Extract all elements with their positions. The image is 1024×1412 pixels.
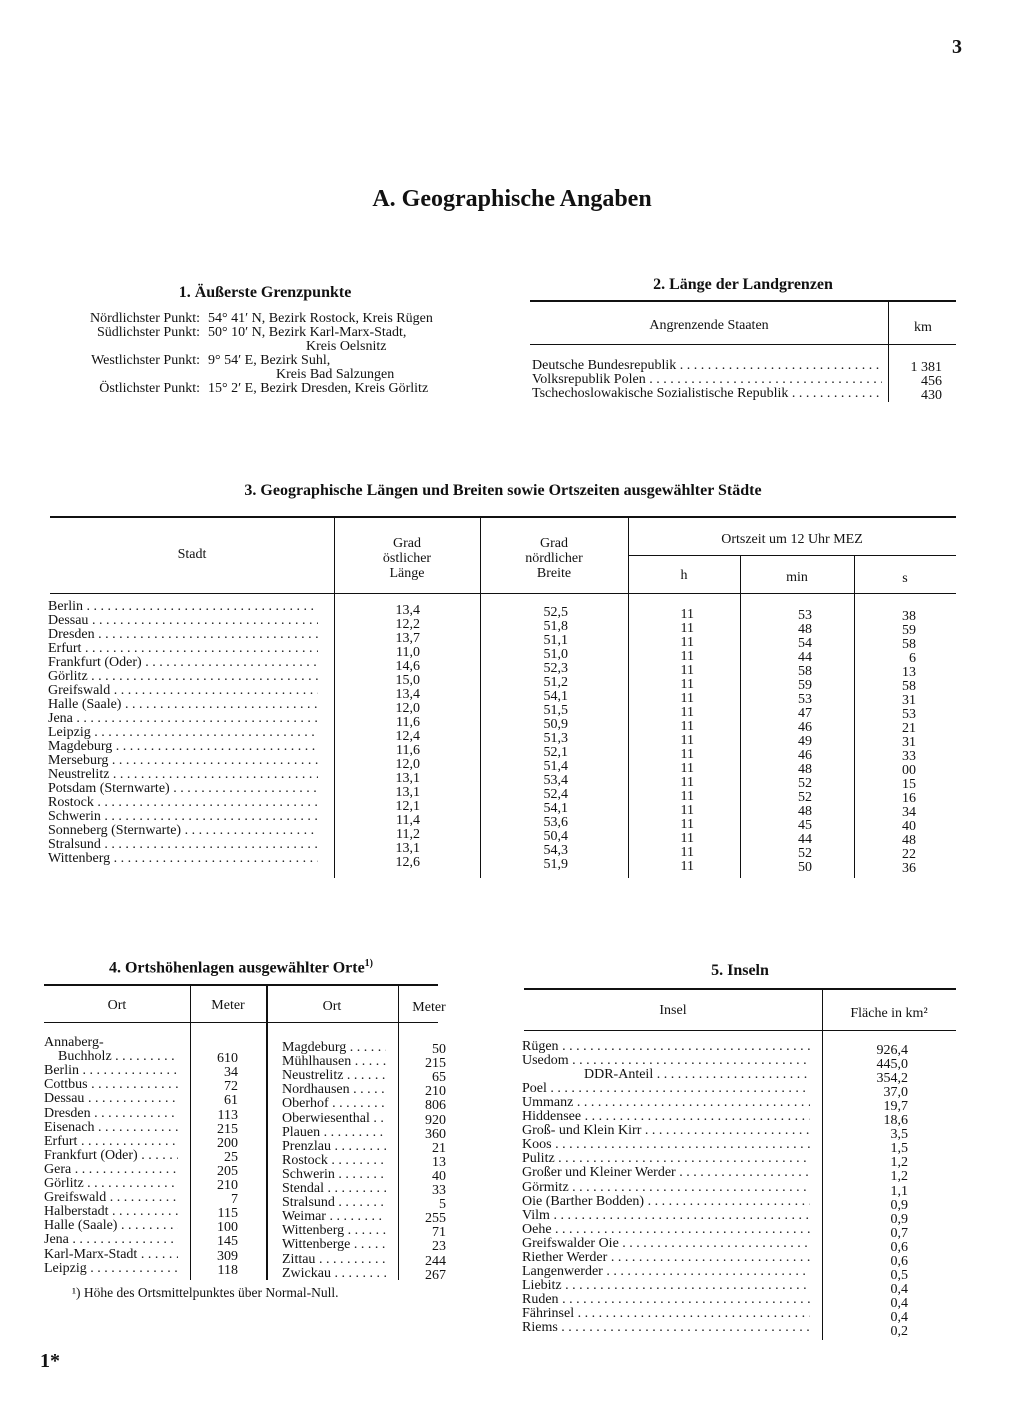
s5-island: Poel . . . bbox=[522, 1082, 810, 1096]
table-3-header-rule bbox=[50, 593, 956, 594]
table-2-top-rule bbox=[530, 300, 956, 302]
s3-lat: 54,1 bbox=[543, 801, 568, 816]
s4-place-left: Görlitz . . . bbox=[44, 1177, 178, 1191]
s3-lon: 11,2 bbox=[396, 827, 420, 842]
s5-island: Großer und Kleiner Werder . . . bbox=[522, 1166, 810, 1180]
s4-meter-left: 145 bbox=[217, 1234, 238, 1249]
s5-island: Liebitz . . . bbox=[522, 1279, 810, 1293]
s3-h: 11 bbox=[680, 831, 694, 846]
s3-s: 31 bbox=[902, 693, 916, 708]
s3-lon: 15,0 bbox=[395, 673, 420, 688]
s4-meter-right: 33 bbox=[432, 1183, 446, 1198]
s5-island: Vilm . . . bbox=[522, 1209, 810, 1223]
s4-place-right: Mühlhausen . . . bbox=[282, 1055, 386, 1069]
s5-area: 18,6 bbox=[883, 1113, 908, 1128]
s4-meter-right: 40 bbox=[432, 1169, 446, 1184]
s3-min: 59 bbox=[798, 678, 812, 693]
s4-meter-right: 21 bbox=[432, 1141, 446, 1156]
s3-s: 31 bbox=[902, 735, 916, 750]
s3-min: 58 bbox=[798, 664, 812, 679]
s2-state-name: Volksrepublik Polen . . . bbox=[532, 373, 882, 387]
s3-h: 11 bbox=[680, 649, 694, 664]
s3-lon: 13,1 bbox=[395, 771, 420, 786]
s4-place-right: Prenzlau . . . bbox=[282, 1140, 386, 1154]
s3-city: Dresden . . . bbox=[48, 628, 318, 642]
sheet-signature: 1* bbox=[40, 1350, 60, 1372]
s3-city: Greifswald . . . bbox=[48, 684, 318, 698]
s3-lat: 51,2 bbox=[543, 675, 568, 690]
table-4-top-rule bbox=[44, 984, 438, 986]
s4-meter-right: 13 bbox=[432, 1155, 446, 1170]
table-4-col-rule-1 bbox=[190, 986, 191, 1280]
s3-lon: 12,2 bbox=[395, 617, 420, 632]
s3-s: 33 bbox=[902, 749, 916, 764]
s1-point-label: Westlichster Punkt: bbox=[91, 353, 200, 368]
s5-area: 0,6 bbox=[890, 1254, 908, 1269]
s5-island: Oie (Barther Bodden) . . . bbox=[522, 1195, 810, 1209]
s5-area: 0,4 bbox=[890, 1282, 908, 1297]
page-title: A. Geographische Angaben bbox=[372, 186, 652, 212]
section-1-title: 1. Äußerste Grenzpunkte bbox=[178, 284, 352, 301]
s5-island: Groß- und Klein Kirr . . . bbox=[522, 1124, 810, 1138]
s3-s: 34 bbox=[902, 805, 916, 820]
s3-city: Schwerin . . . bbox=[48, 810, 318, 824]
s4-place-left: Halle (Saale) . . . bbox=[44, 1219, 178, 1233]
section-3-title: 3. Geographische Längen und Breiten sowie Ortszeiten ausgewählter Städte bbox=[244, 482, 762, 499]
s3-h: 11 bbox=[680, 705, 694, 720]
s5-island: Pulitz . . . bbox=[522, 1152, 810, 1166]
s4-place-right: Stendal . . . bbox=[282, 1182, 386, 1196]
s4-meter-right: 23 bbox=[432, 1239, 446, 1254]
s5-area: 0,4 bbox=[890, 1310, 908, 1325]
s4-place-left: Erfurt . . . bbox=[44, 1135, 178, 1149]
table-3-col-rule-1 bbox=[334, 518, 335, 878]
s2-km-value: 430 bbox=[921, 388, 942, 403]
s3-city: Magdeburg . . . bbox=[48, 740, 318, 754]
s3-h: 11 bbox=[680, 775, 694, 790]
s4-place-left: Leipzig . . . bbox=[44, 1262, 178, 1276]
table-5-header-rule bbox=[524, 1030, 956, 1031]
table-2-col-rule bbox=[888, 302, 889, 402]
s5-area: 354,2 bbox=[876, 1071, 908, 1086]
table-4-header-ort-1: Ort bbox=[107, 998, 127, 1013]
s3-h: 11 bbox=[680, 761, 694, 776]
s4-place-left: Halberstadt . . . bbox=[44, 1205, 178, 1219]
s4-meter-left: 115 bbox=[217, 1206, 238, 1221]
s3-city: Görlitz . . . bbox=[48, 670, 318, 684]
s3-h: 11 bbox=[680, 691, 694, 706]
table-3-time-rule bbox=[628, 555, 956, 556]
table-5-header-area: Fläche in km² bbox=[850, 1006, 928, 1021]
s5-island: Rügen . . . bbox=[522, 1040, 810, 1054]
s3-lat: 51,8 bbox=[543, 619, 568, 634]
s1-point-value-cont: Kreis Bad Salzungen bbox=[276, 367, 395, 382]
s3-lat: 53,6 bbox=[543, 815, 568, 830]
s3-h: 11 bbox=[680, 677, 694, 692]
s5-area: 37,0 bbox=[883, 1085, 908, 1100]
s4-place-left: Frankfurt (Oder) . . . bbox=[44, 1149, 178, 1163]
s5-island: Langenwerder . . . bbox=[522, 1265, 810, 1279]
s4-place-right: Oberwiesenthal . . . bbox=[282, 1112, 386, 1126]
s5-area: 1,2 bbox=[890, 1155, 908, 1170]
s4-place-left: Eisenach . . . bbox=[44, 1121, 178, 1135]
s5-area: 0,2 bbox=[890, 1324, 908, 1339]
s3-h: 11 bbox=[680, 733, 694, 748]
s5-area: 3,5 bbox=[890, 1127, 908, 1142]
s3-h: 11 bbox=[680, 635, 694, 650]
s3-h: 11 bbox=[680, 719, 694, 734]
s4-place-right: Schwerin . . . bbox=[282, 1168, 386, 1182]
table-4-header-ort-2: Ort bbox=[322, 999, 342, 1014]
s4-place-right: Nordhausen . . . bbox=[282, 1083, 386, 1097]
s3-min: 46 bbox=[798, 720, 812, 735]
s3-lat: 52,4 bbox=[543, 787, 568, 802]
s4-meter-left: 25 bbox=[224, 1150, 238, 1165]
s3-min: 48 bbox=[798, 622, 812, 637]
s3-city: Wittenberg . . . bbox=[48, 852, 318, 866]
table-3-header-s: s bbox=[902, 571, 908, 586]
s3-h: 11 bbox=[680, 607, 694, 622]
table-5-top-rule bbox=[524, 988, 956, 990]
s3-lon: 11,6 bbox=[396, 715, 420, 730]
s4-meter-right: 71 bbox=[432, 1225, 446, 1240]
s4-meter-left: 210 bbox=[217, 1178, 238, 1193]
s3-h: 11 bbox=[680, 663, 694, 678]
s2-state-name: Deutsche Bundesrepublik . . . bbox=[532, 359, 882, 373]
s5-island: Greifswalder Oie . . . bbox=[522, 1237, 810, 1251]
table-3-header-time: Ortszeit um 12 Uhr MEZ bbox=[721, 532, 863, 547]
s3-city: Dessau . . . bbox=[48, 614, 318, 628]
s3-lon: 11,0 bbox=[396, 645, 420, 660]
s3-lat: 53,4 bbox=[543, 773, 568, 788]
s3-s: 16 bbox=[902, 791, 916, 806]
table-3-col-rule-2 bbox=[480, 518, 481, 878]
s3-city: Berlin . . . bbox=[48, 600, 318, 614]
s1-point-value: 54° 41′ N, Bezirk Rostock, Kreis Rügen bbox=[208, 311, 433, 326]
s1-point-value-cont: Kreis Oelsnitz bbox=[306, 339, 387, 354]
s4-place-left: Greifswald . . . bbox=[44, 1191, 178, 1205]
table-3-header-min: min bbox=[786, 570, 808, 585]
table-3-col-rule-5 bbox=[854, 556, 855, 878]
s2-km-value: 1 381 bbox=[910, 360, 942, 375]
s3-h: 11 bbox=[680, 803, 694, 818]
s4-place-left: Cottbus . . . bbox=[44, 1078, 178, 1092]
s4-meter-right: 920 bbox=[425, 1113, 446, 1128]
s4-place-right: Zittau . . . bbox=[282, 1253, 386, 1267]
s4-meter-left: 61 bbox=[224, 1093, 238, 1108]
s4-meter-left: 100 bbox=[217, 1220, 238, 1235]
s4-place-right: Magdeburg . . . bbox=[282, 1041, 386, 1055]
s3-h: 11 bbox=[680, 789, 694, 804]
s4-place-left: Jena . . . bbox=[44, 1233, 178, 1247]
s4-place-right: Wittenberg . . . bbox=[282, 1224, 386, 1238]
s3-s: 22 bbox=[902, 847, 916, 862]
s3-s: 58 bbox=[902, 679, 916, 694]
s3-min: 54 bbox=[798, 636, 812, 651]
s4-place-left: Dresden . . . bbox=[44, 1107, 178, 1121]
s4-meter-left: 113 bbox=[217, 1108, 238, 1123]
s5-area: 0,9 bbox=[890, 1198, 908, 1213]
s3-lon: 12,0 bbox=[395, 701, 420, 716]
table-2-header-km: km bbox=[914, 320, 932, 335]
s4-place-right: Rostock . . . bbox=[282, 1154, 386, 1168]
s3-min: 53 bbox=[798, 608, 812, 623]
s3-s: 36 bbox=[902, 861, 916, 876]
table-4-header-meter-2: Meter bbox=[412, 1000, 446, 1015]
table-2-header-rule bbox=[530, 344, 956, 345]
s4-meter-right: 65 bbox=[432, 1070, 446, 1085]
page-number: 3 bbox=[952, 36, 962, 58]
s4-meter-left: 34 bbox=[224, 1065, 238, 1080]
s5-island: Riether Werder . . . bbox=[522, 1251, 810, 1265]
s3-s: 53 bbox=[902, 707, 916, 722]
s3-min: 50 bbox=[798, 860, 812, 875]
s3-min: 53 bbox=[798, 692, 812, 707]
s3-s: 58 bbox=[902, 637, 916, 652]
s3-s: 15 bbox=[902, 777, 916, 792]
s3-min: 52 bbox=[798, 776, 812, 791]
table-3-header-h: h bbox=[680, 568, 688, 583]
s1-point-value: 9° 54′ E, Bezirk Suhl, bbox=[208, 353, 331, 368]
table-4-header-meter-1: Meter bbox=[211, 998, 245, 1013]
s3-min: 45 bbox=[798, 818, 812, 833]
s5-area: 445,0 bbox=[876, 1057, 908, 1072]
table-4-footnote: ¹) Höhe des Ortsmittelpunktes über Normal-Null. bbox=[72, 1285, 339, 1300]
s3-lon: 12,1 bbox=[395, 799, 420, 814]
s3-lat: 54,3 bbox=[543, 843, 568, 858]
s3-lat: 51,3 bbox=[543, 731, 568, 746]
s3-lat: 52,1 bbox=[543, 745, 568, 760]
s3-s: 48 bbox=[902, 833, 916, 848]
s3-city: Rostock . . . bbox=[48, 796, 318, 810]
s4-meter-right: 806 bbox=[425, 1098, 446, 1113]
s3-lon: 12,4 bbox=[395, 729, 420, 744]
s3-lat: 52,5 bbox=[543, 605, 568, 620]
s3-lon: 12,6 bbox=[395, 855, 420, 870]
s3-s: 21 bbox=[902, 721, 916, 736]
s3-lon: 12,0 bbox=[395, 757, 420, 772]
s5-area: 0,7 bbox=[890, 1226, 908, 1241]
s4-meter-right: 360 bbox=[425, 1127, 446, 1142]
s3-h: 11 bbox=[680, 817, 694, 832]
s4-meter-right: 5 bbox=[439, 1197, 446, 1212]
s3-lat: 51,5 bbox=[543, 703, 568, 718]
s4-place-right: Oberhof . . . bbox=[282, 1097, 386, 1111]
s3-lon: 11,6 bbox=[396, 743, 420, 758]
s5-area: 0,6 bbox=[890, 1240, 908, 1255]
s3-min: 47 bbox=[798, 706, 812, 721]
s3-lat: 51,9 bbox=[543, 857, 568, 872]
s3-min: 44 bbox=[798, 650, 812, 665]
s2-state-name: Tschechoslowakische Sozialistische Republik . . . bbox=[532, 387, 882, 401]
table-4-col-rule-3 bbox=[398, 986, 399, 1280]
s4-meter-left: 118 bbox=[217, 1263, 238, 1278]
s4-place-left: Dessau . . . bbox=[44, 1092, 178, 1106]
s3-lat: 50,9 bbox=[543, 717, 568, 732]
s4-place-right: Wittenberge . . . bbox=[282, 1238, 386, 1252]
s4-meter-right: 210 bbox=[425, 1084, 446, 1099]
s4-meter-right: 50 bbox=[432, 1042, 446, 1057]
s4-meter-left: 72 bbox=[224, 1079, 238, 1094]
s3-h: 11 bbox=[680, 621, 694, 636]
s3-s: 40 bbox=[902, 819, 916, 834]
table-3-header-lon: Grad östlicher Länge bbox=[382, 536, 432, 581]
s3-lon: 11,4 bbox=[396, 813, 420, 828]
s5-island: Riems . . . bbox=[522, 1321, 810, 1335]
s5-island: Ruden . . . bbox=[522, 1293, 810, 1307]
s5-area: 0,9 bbox=[890, 1212, 908, 1227]
s4-place-left: Annaberg- bbox=[44, 1035, 104, 1050]
s3-min: 49 bbox=[798, 734, 812, 749]
s3-min: 52 bbox=[798, 846, 812, 861]
s5-area: 1,1 bbox=[890, 1184, 908, 1199]
s3-lat: 51,1 bbox=[543, 633, 568, 648]
s3-city: Stralsund . . . bbox=[48, 838, 318, 852]
s4-meter-left: 309 bbox=[217, 1249, 238, 1264]
s4-place-right: Stralsund . . . bbox=[282, 1196, 386, 1210]
s3-min: 44 bbox=[798, 832, 812, 847]
s3-s: 13 bbox=[902, 665, 916, 680]
s3-lat: 52,3 bbox=[543, 661, 568, 676]
table-5-col-rule bbox=[822, 990, 823, 1340]
s4-meter-right: 244 bbox=[425, 1254, 446, 1269]
s3-lon: 13,1 bbox=[395, 785, 420, 800]
s3-min: 46 bbox=[798, 748, 812, 763]
s3-min: 48 bbox=[798, 804, 812, 819]
s1-point-label: Südlichster Punkt: bbox=[96, 325, 200, 340]
s3-s: 38 bbox=[902, 609, 916, 624]
s3-city: Neustrelitz . . . bbox=[48, 768, 318, 782]
s4-place-left: Berlin . . . bbox=[44, 1064, 178, 1078]
s3-s: 59 bbox=[902, 623, 916, 638]
table-3-top-rule bbox=[50, 516, 956, 518]
section-4-title: 4. Ortshöhenlagen ausgewählter Orte$^{1)}$ bbox=[108, 958, 374, 977]
s4-place-right: Weimar . . . bbox=[282, 1210, 386, 1224]
s5-island: Oehe . . . bbox=[522, 1223, 810, 1237]
s5-island: DDR-Anteil . . . bbox=[584, 1068, 810, 1082]
s3-city: Halle (Saale) . . . bbox=[48, 698, 318, 712]
s5-area: 1,2 bbox=[890, 1169, 908, 1184]
s5-island: Ummanz . . . bbox=[522, 1096, 810, 1110]
table-4-header-rule bbox=[44, 1022, 438, 1023]
s3-city: Sonneberg (Sternwarte) . . . bbox=[48, 824, 318, 838]
s4-meter-left: 215 bbox=[217, 1122, 238, 1137]
table-4-col-rule-2 bbox=[266, 986, 268, 1280]
s5-area: 926,4 bbox=[876, 1043, 908, 1058]
s3-min: 48 bbox=[798, 762, 812, 777]
s4-meter-left: 200 bbox=[217, 1136, 238, 1151]
s5-area: 0,5 bbox=[890, 1268, 908, 1283]
s4-place-right: Zwickau . . . bbox=[282, 1267, 386, 1281]
table-5-header-insel: Insel bbox=[659, 1003, 687, 1018]
section-5-title: 5. Inseln bbox=[711, 962, 769, 979]
s3-city: Merseburg . . . bbox=[48, 754, 318, 768]
s1-point-label: Östlichster Punkt: bbox=[99, 381, 200, 396]
s3-lon: 13,7 bbox=[395, 631, 420, 646]
s5-island: Hiddensee . . . bbox=[522, 1110, 810, 1124]
s5-island: Koos . . . bbox=[522, 1138, 810, 1152]
s5-area: 0,4 bbox=[890, 1296, 908, 1311]
s3-lat: 51,0 bbox=[543, 647, 568, 662]
s4-place-left: Karl-Marx-Stadt . . . bbox=[44, 1248, 178, 1262]
s2-km-value: 456 bbox=[921, 374, 942, 389]
s3-city: Jena . . . bbox=[48, 712, 318, 726]
s3-city: Erfurt . . . bbox=[48, 642, 318, 656]
s3-lon: 13,4 bbox=[395, 687, 420, 702]
s3-lat: 54,1 bbox=[543, 689, 568, 704]
s1-point-value: 50° 10′ N, Bezirk Karl-Marx-Stadt, bbox=[208, 325, 407, 340]
s4-place-left: Gera . . . bbox=[44, 1163, 178, 1177]
section-2-title: 2. Länge der Landgrenzen bbox=[653, 276, 833, 293]
s4-meter-right: 267 bbox=[425, 1268, 446, 1283]
s3-city: Potsdam (Sternwarte) . . . bbox=[48, 782, 318, 796]
table-3-header-city: Stadt bbox=[177, 547, 207, 562]
s4-place-right: Neustrelitz . . . bbox=[282, 1069, 386, 1083]
s3-lat: 50,4 bbox=[543, 829, 568, 844]
s4-meter-right: 215 bbox=[425, 1056, 446, 1071]
s3-min: 52 bbox=[798, 790, 812, 805]
s5-island: Görmitz . . . bbox=[522, 1181, 810, 1195]
s4-place-left: Buchholz . . . bbox=[58, 1050, 178, 1064]
s3-lon: 13,1 bbox=[395, 841, 420, 856]
s4-meter-left: 7 bbox=[231, 1192, 238, 1207]
s3-lon: 13,4 bbox=[395, 603, 420, 618]
s4-meter-right: 255 bbox=[425, 1211, 446, 1226]
s5-area: 1,5 bbox=[890, 1141, 908, 1156]
table-3-header-lat: Grad nördlicher Breite bbox=[525, 536, 583, 581]
s1-point-label: Nördlichster Punkt: bbox=[89, 311, 200, 326]
s3-h: 11 bbox=[680, 859, 694, 874]
s3-h: 11 bbox=[680, 845, 694, 860]
s5-island: Fährinsel . . . bbox=[522, 1307, 810, 1321]
s4-meter-left: 610 bbox=[217, 1051, 238, 1066]
s5-island: Usedom . . . bbox=[522, 1054, 810, 1068]
table-2-header-state: Angrenzende Staaten bbox=[649, 318, 769, 333]
s3-s: 6 bbox=[909, 651, 916, 666]
s3-s: 00 bbox=[902, 763, 916, 778]
s5-area: 19,7 bbox=[883, 1099, 908, 1114]
s3-lon: 14,6 bbox=[395, 659, 420, 674]
s3-city: Frankfurt (Oder) . . . bbox=[48, 656, 318, 670]
s1-point-value: 15° 2′ E, Bezirk Dresden, Kreis Görlitz bbox=[208, 381, 429, 396]
table-3-col-rule-4 bbox=[740, 556, 741, 878]
s4-meter-left: 205 bbox=[217, 1164, 238, 1179]
s3-city: Leipzig . . . bbox=[48, 726, 318, 740]
s3-h: 11 bbox=[680, 747, 694, 762]
table-3-col-rule-3 bbox=[628, 518, 629, 878]
s3-lat: 51,4 bbox=[543, 759, 568, 774]
s4-place-right: Plauen . . . bbox=[282, 1126, 386, 1140]
